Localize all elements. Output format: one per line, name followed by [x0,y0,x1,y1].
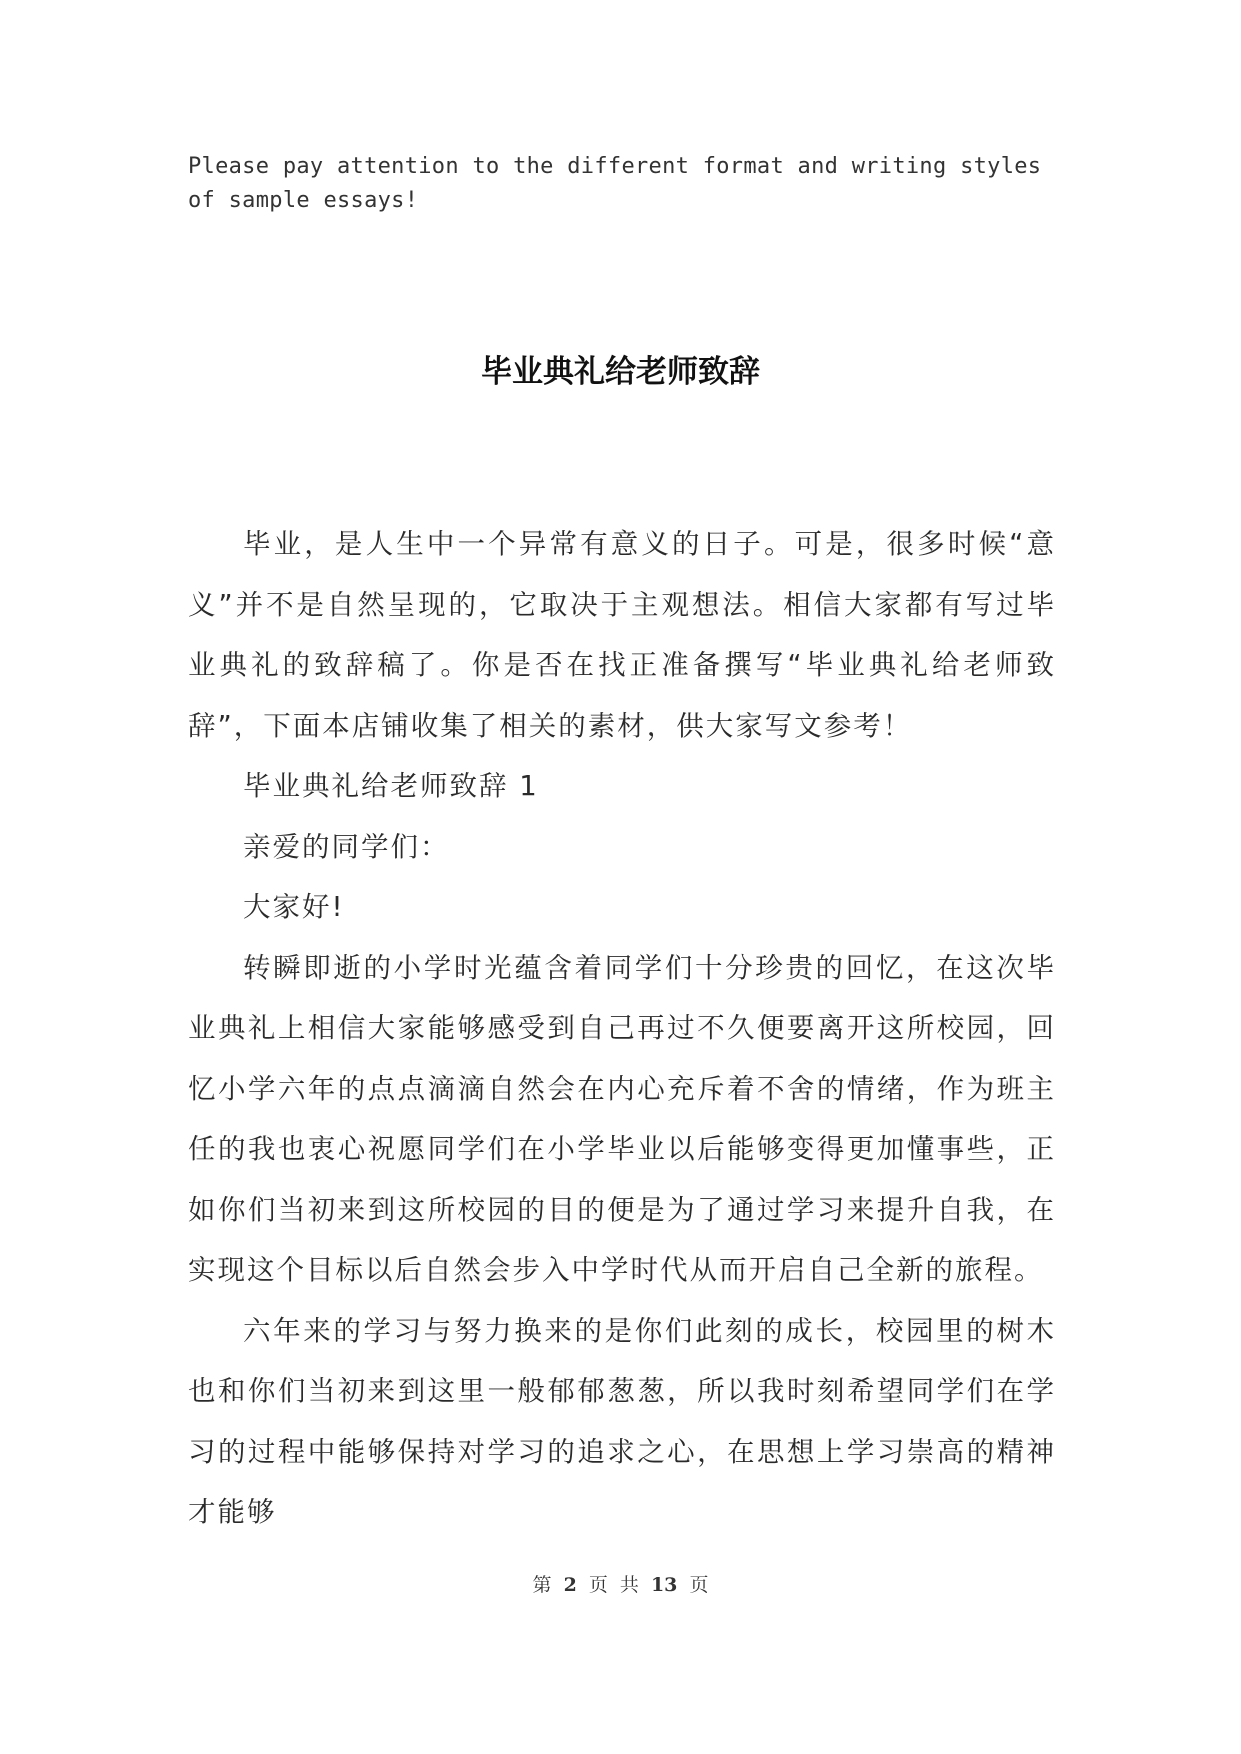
footer-suffix: 页 [689,1574,709,1596]
page-footer [0,1572,1241,1598]
body-paragraph: 转瞬即逝的小学时光蕴含着同学们十分珍贵的回忆，在这次毕业典礼上相信大家能够感受到自己再过不久便要离开这所校园，回忆小学六年的点点滴滴自然会在内心充斥着不舍的情绪，作为班主任的我也衷心祝愿同学们在小学毕业以后能够变得更加懂事些，正如你们当初来到这所校园的目的便是为了通过学习来提升自我，在实现这个目标以后自然会步入中学时代从而开启自己全新的旅程。 [188,951,1056,1286]
total-page-count: 13 [650,1574,678,1596]
footer-middle: 页 共 [588,1574,639,1596]
section-heading: 毕业典礼给老师致辞 1 [243,770,539,802]
greeting: 大家好! [243,891,345,923]
format-notice: Please pay attention to the different format and writing styles of sample essays! [188,154,1042,213]
current-page-number: 2 [563,1574,577,1596]
document-title: 毕业典礼给老师致辞 [481,354,760,390]
document-body [188,514,1056,1543]
footer-prefix: 第 [532,1574,552,1596]
salutation: 亲爱的同学们： [243,830,450,863]
intro-paragraph: 毕业，是人生中一个异常有意义的日子。可是，很多时候“意义”并不是自然呈现的，它取决于主观想法。相信大家都有写过毕业典礼的致辞稿了。你是否在找正准备撰写“毕业典礼给老师致辞”，下面本店铺收集了相关的素材，供大家写文参考！ [188,528,1056,742]
body-paragraph: 六年来的学习与努力换来的是你们此刻的成长，校园里的树木也和你们当初来到这里一般郁郁葱葱，所以我时刻希望同学们在学习的过程中能够保持对学习的追求之心，在思想上学习崇高的精神才能够 [188,1314,1056,1528]
